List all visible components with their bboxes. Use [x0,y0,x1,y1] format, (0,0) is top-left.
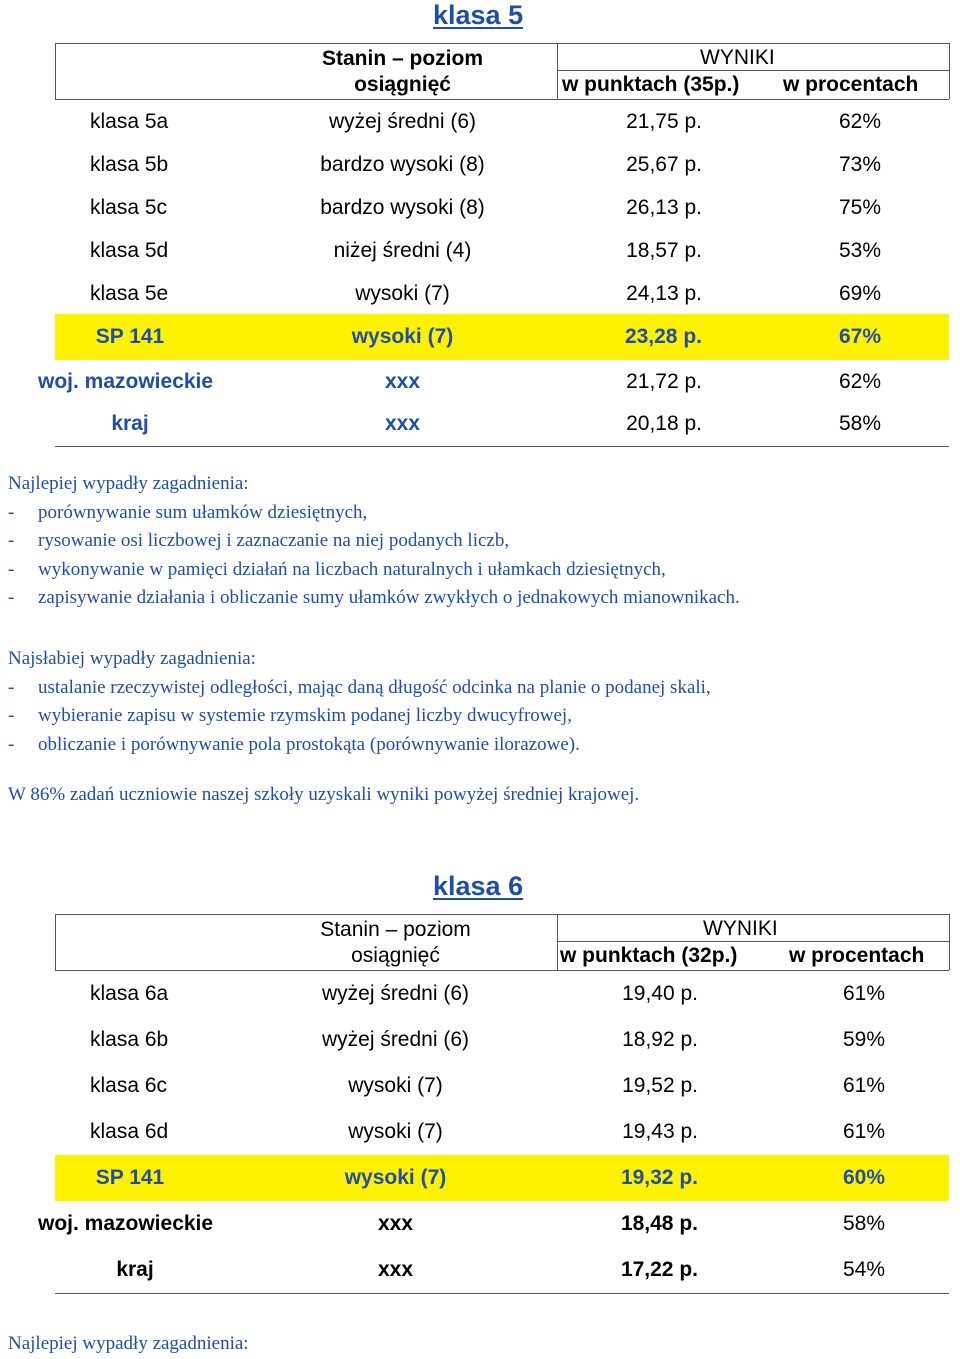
row-name: woj. mazowieckie [38,1212,214,1235]
list-dash: - [8,733,15,755]
row-percent: 61% [842,1074,885,1097]
list-dash: - [8,530,15,551]
row-stanin: bardzo wysoki (8) [320,196,485,219]
table-row [0,1201,960,1247]
row-percent: 60% [842,1166,885,1189]
list-dash: - [8,676,15,698]
row-percent: 58% [842,1212,885,1235]
row-stanin: xxx [377,1258,414,1281]
row-name: SP 141 [95,1166,165,1189]
row-points: 20,18 p. [626,412,702,435]
klasa5-header-stanin-line1: Stanin – poziom [321,47,483,70]
row-points: 26,13 p. [626,196,702,219]
table-row [0,1247,960,1293]
row-points: 18,48 p. [620,1212,698,1235]
row-points: 17,22 p. [620,1258,698,1281]
row-stanin: wysoki (7) [348,1120,443,1143]
row-points: 19,40 p. [622,982,698,1005]
row-points: 18,57 p. [626,239,702,262]
list-dash: - [8,587,15,608]
row-name: klasa 5e [90,282,169,305]
row-name: kraj [111,412,149,435]
row-name: klasa 6b [90,1028,169,1051]
row-percent: 62% [838,370,881,393]
klasa6-header-stanin-line2: osiągnięć [351,944,440,967]
row-points: 24,13 p. [626,282,702,305]
list-dash: - [8,558,15,580]
row-stanin: bardzo wysoki (8) [320,153,485,176]
table-row-school [55,1155,949,1201]
row-stanin: wysoki (7) [351,325,454,348]
klasa5-header-stanin-line2: osiągnięć [354,73,451,96]
row-percent: 53% [838,239,881,262]
klasa5-header-percent: w procentach [783,73,919,96]
table-row [0,1063,960,1109]
row-percent: 61% [842,982,885,1005]
row-name: klasa 6a [90,982,169,1005]
list-dash: - [8,705,15,726]
row-stanin: wyżej średni (6) [321,1028,470,1051]
klasa5-header-points: w punktach (35p.) [562,73,740,96]
klasa6-title: klasa 6 [433,871,524,901]
table-row [0,1109,960,1155]
row-percent: 62% [838,110,881,133]
row-stanin: xxx [384,370,421,393]
row-percent: 54% [842,1258,885,1281]
row-name: klasa 5d [90,239,169,262]
row-points: 18,92 p. [622,1028,698,1051]
row-stanin: xxx [384,412,421,435]
klasa6-best-heading: Najlepiej wypadły zagadnienia: [8,1333,249,1354]
row-points: 21,75 p. [626,110,702,133]
klasa6-header-stanin [273,917,518,969]
row-name: woj. mazowieckie [38,370,214,393]
row-percent: 61% [842,1120,885,1143]
klasa5-summary: W 86% zadań uczniowie naszej szkoły uzyskali wyniki powyżej średniej krajowej. [8,784,640,805]
row-name: klasa 5a [90,110,169,133]
row-name: klasa 5b [90,153,169,176]
list-item-text: porównywanie sum ułamków dziesiętnych, [38,501,368,523]
row-stanin: niżej średni (4) [333,239,472,262]
row-name: klasa 6d [90,1120,169,1143]
klasa5-header-wyniki: WYNIKI [700,46,775,69]
row-name: SP 141 [95,325,165,348]
row-points: 19,32 p. [620,1166,698,1189]
table-row [0,1017,960,1063]
row-stanin: xxx [377,1212,414,1235]
klasa6-header-stanin-line1: Stanin – poziom [320,918,471,941]
row-percent: 69% [838,282,881,305]
list-item-text: wykonywanie w pamięci działań na liczbach naturalnych i ułamkach dziesiętnych, [38,558,666,580]
klasa6-header-percent: w procentach [789,944,925,967]
row-name: kraj [116,1258,154,1281]
row-percent: 58% [838,412,881,435]
klasa6-header-wyniki: WYNIKI [703,917,778,940]
row-points: 25,67 p. [626,153,702,176]
row-stanin: wysoki (7) [355,282,450,305]
row-stanin: wyżej średni (6) [328,110,477,133]
row-percent: 73% [838,153,881,176]
row-percent: 75% [838,196,881,219]
list-dash: - [8,501,15,523]
row-points: 19,52 p. [622,1074,698,1097]
worst-topics-heading: Najsłabiej wypadły zagadnienia: [8,648,256,669]
row-percent: 67% [838,325,881,348]
row-name: klasa 5c [90,196,168,219]
list-item-text: wybieranie zapisu w systemie rzymskim podanej liczby dwucyfrowej, [38,705,572,726]
table-row [0,971,960,1017]
row-stanin: wyżej średni (6) [321,982,470,1005]
list-item-text: ustalanie rzeczywistej odległości, mając daną długość odcinka na planie o podanej skali, [38,676,711,698]
row-stanin: wysoki (7) [348,1074,443,1097]
row-stanin: wysoki (7) [344,1166,447,1189]
list-item-text: zapisywanie działania i obliczanie sumy ułamków zwykłych o jednakowych mianownikach. [38,587,740,608]
klasa5-title: klasa 5 [433,0,524,30]
row-percent: 59% [842,1028,885,1051]
best-topics-heading: Najlepiej wypadły zagadnienia: [8,473,249,494]
row-points: 23,28 p. [624,325,702,348]
row-name: klasa 6c [90,1074,168,1097]
klasa6-header-points: w punktach (32p.) [560,944,738,967]
list-item-text: rysowanie osi liczbowej i zaznaczanie na niej podanych liczb, [38,530,510,551]
list-item-text: obliczanie i porównywanie pola prostokąta (porównywanie ilorazowe). [38,733,580,755]
row-points: 21,72 p. [626,370,702,393]
row-points: 19,43 p. [622,1120,698,1143]
